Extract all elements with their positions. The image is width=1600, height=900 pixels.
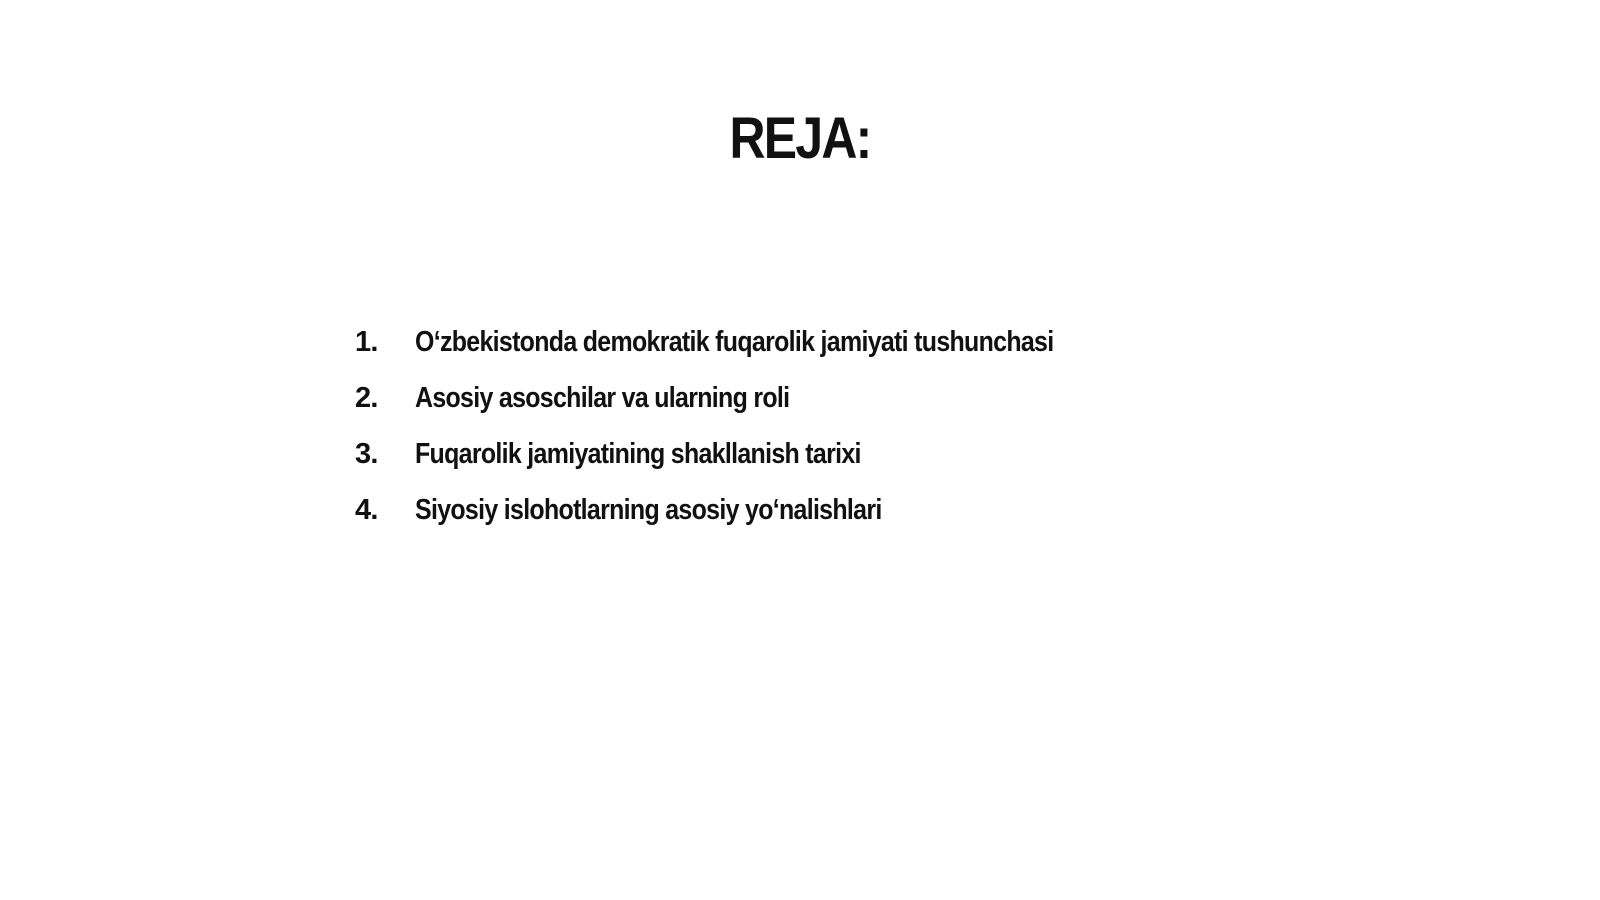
list-item: [355, 438, 1157, 494]
list-item-text: Asosiy asoschilar va ularning roli: [415, 382, 790, 414]
list-item: [355, 326, 1157, 382]
list-item-number: 2.: [355, 382, 378, 414]
plan-list: [355, 326, 1157, 550]
list-item: [355, 494, 1157, 550]
list-item: [355, 382, 1157, 438]
list-item-number: 4.: [355, 494, 378, 526]
list-item-number: 1.: [355, 326, 378, 358]
slide-title: REJA:: [729, 106, 871, 171]
list-item-text: Fuqarolik jamiyatining shakllanish tarixi: [415, 438, 861, 470]
list-item-number: 3.: [355, 438, 378, 470]
list-item-text: O‘zbekistonda demokratik fuqarolik jamiyati tushunchasi: [415, 326, 1054, 358]
list-item-text: Siyosiy islohotlarning asosiy yo‘nalishlari: [415, 494, 882, 526]
